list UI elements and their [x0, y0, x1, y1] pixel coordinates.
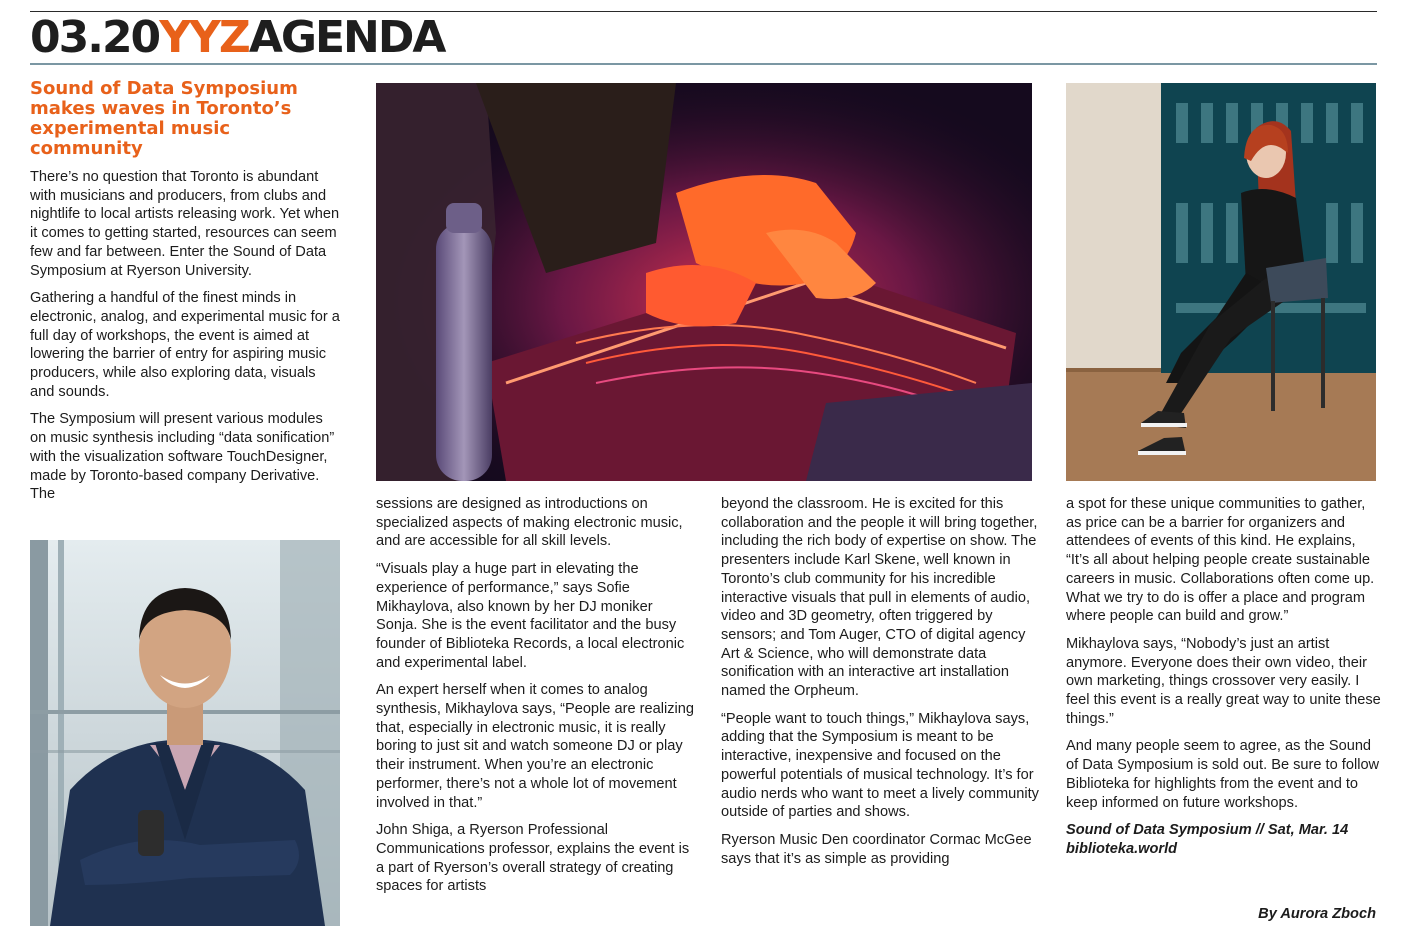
paragraph: beyond the classroom. He is excited for this collaboration and the people it will bring together, including the rich body of expertise on show. The presenters include Karl Skene, well known in Toronto’s club community for his incredible interactive visuals that pull in elements of audio, video and 3D geometry, often triggered by sensors; and Tom Auger, CTO of digital agency Art & Science, who will demonstrate data sonification with an interactive art installation named the Orpheum.: [721, 496, 1038, 700]
article-headline: Sound of Data Symposium makes waves in Toronto’s experimental music community: [30, 78, 298, 159]
portrait-photo-man: [30, 540, 340, 926]
masthead-date: 03.20: [30, 12, 160, 63]
text-column-2: [376, 495, 696, 905]
paragraph: The Symposium will present various modules on music synthesis including “data sonification” with the visualization software TouchDesigner, made by Toronto-based company Derivative. The: [30, 411, 335, 503]
text-column-4: [1066, 495, 1382, 859]
paragraph: And many people seem to agree, as the Sound of Data Symposium is sold out. Be sure to follow Biblioteka for highlights from the event and to keep informed on future workshops.: [1066, 738, 1380, 811]
paragraph: Gathering a handful of the finest minds in electronic, analog, and experimental music for a full day of workshops, the event is aimed at lowering the barrier of entry for aspiring music producers, while also exploring data, visuals and sounds.: [30, 290, 340, 400]
masthead-city: YYZ: [159, 12, 249, 63]
paragraph: “People want to touch things,” Mikhaylova says, adding that the Symposium is meant to be interactive, inexpensive and focused on the powerful potentials of musical technology. It’s for audio nerds who want to meet a lively community outside of parties and shows.: [721, 710, 1039, 821]
portrait-photo-woman: [1066, 83, 1376, 481]
event-website-link[interactable]: biblioteka.world: [1066, 840, 1178, 857]
paragraph: Mikhaylova says, “Nobody’s just an artist anymore. Everyone does their own video, their own marketing, things crossover very easily. I feel this event is a really great way to unite these things.”: [1066, 635, 1381, 727]
text-column-3: [721, 495, 1041, 877]
masthead: [30, 14, 444, 62]
event-info: [1066, 821, 1382, 858]
paragraph: Ryerson Music Den coordinator Cormac McGee says that it’s as simple as providing: [721, 831, 1032, 867]
header-rule: [30, 63, 1377, 65]
paragraph: sessions are designed as introductions on specialized aspects of making electronic music, and are accessible for all skill levels.: [376, 496, 683, 550]
masthead-section: AGENDA: [248, 12, 445, 63]
synthesizer-performance-photo: [376, 83, 1032, 481]
event-details: Sound of Data Symposium // Sat, Mar. 14: [1066, 822, 1349, 839]
byline: By Aurora Zboch: [1258, 906, 1376, 922]
text-column-1: [30, 168, 342, 513]
paragraph: a spot for these unique communities to gather, as price can be a barrier for organizers and attendees of events of this kind. He explains, “It’s all about helping people create sustainable careers in music. Collaborations often come up. What we try to do is offer a place and program where people can build and grow.”: [1066, 496, 1375, 625]
paragraph: An expert herself when it comes to analog synthesis, Mikhaylova says, “People are realizing that, especially in electronic music, it is really boring to just sit and watch someone DJ or play their instrument. When you’re an electronic performer, there’s not a whole lot of movement involved in that.”: [376, 682, 694, 811]
paragraph: “Visuals play a huge part in elevating the experience of performance,” says Sofie Mikhaylova, also known by her DJ moniker Sonja. She is the event facilitator and the busy founder of Biblioteka Records, a local electronic and experimental label.: [376, 561, 685, 671]
paragraph: John Shiga, a Ryerson Professional Communications professor, explains the event is a part of Ryerson’s overall strategy of creating spaces for artists: [376, 822, 690, 895]
paragraph: There’s no question that Toronto is abundant with musicians and producers, from clubs and nightlife to local artists releasing work. Yet when it comes to getting started, resources can seem few and far between. Enter the Sound of Data Symposium at Ryerson University.: [30, 169, 340, 279]
